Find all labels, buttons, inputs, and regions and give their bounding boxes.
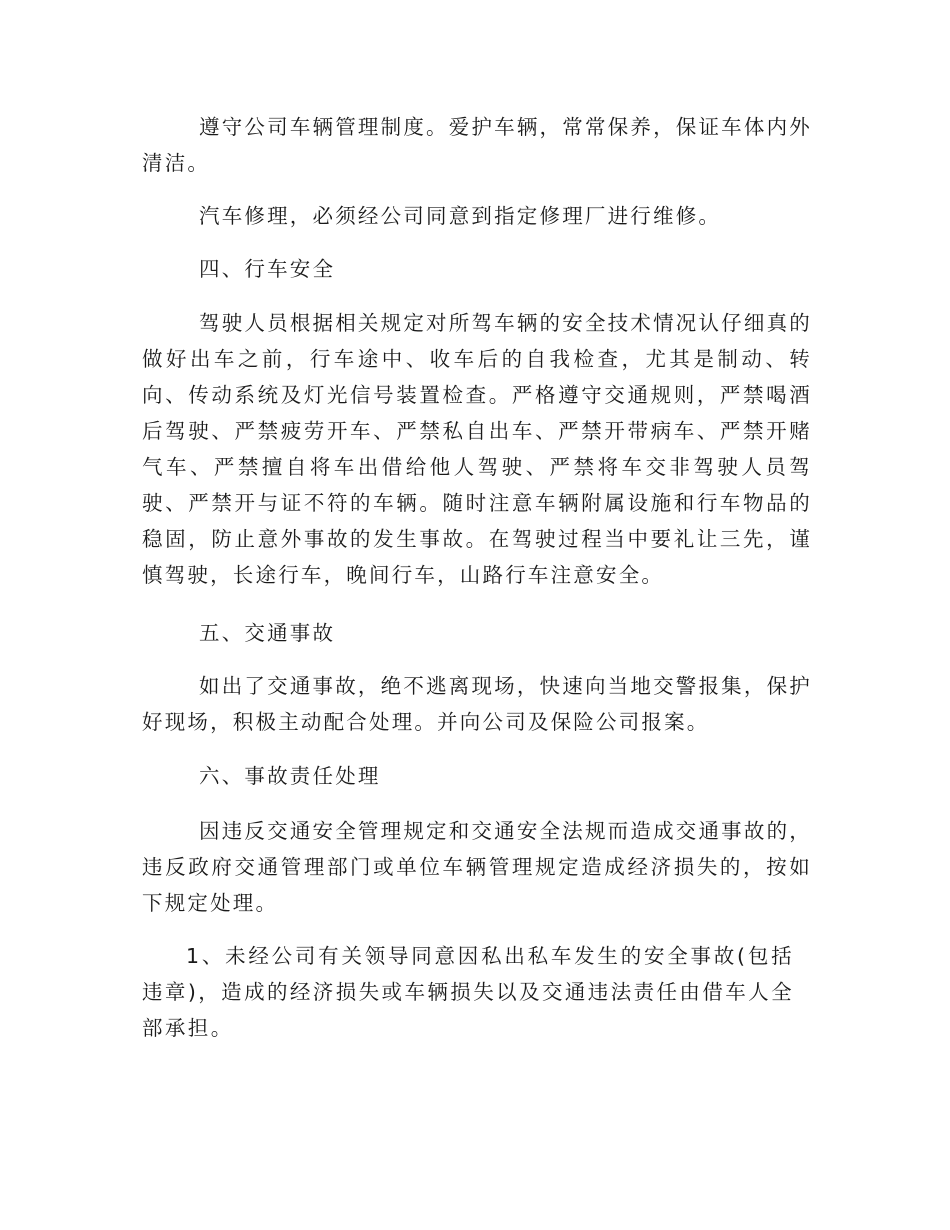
- section-heading-traffic-accident: 五、交通事故: [199, 621, 336, 645]
- paragraph-traffic-accident: 如出了交通事故，绝不逃离现场，快速向当地交警报集，保护好现场，积极主动配合处理。并向公司及保险公司报案。: [142, 674, 812, 734]
- section-heading-driving-safety: 四、行车安全: [199, 257, 336, 281]
- paragraph-driving-safety: 驾驶人员根据相关规定对所驾车辆的安全技术情况认仔细真的做好出车之前，行车途中、收车后的自我检查，尤其是制动、转向、传动系统及灯光信号装置检查。严格遵守交通规则，严禁喝酒后驾驶、严禁疲劳开车、严禁私自出车、严禁开带病车、严禁开赌气车、严禁擅自将车出借给他人驾驶、严禁将车交非驾驶人员驾驶、严禁开与证不符的车辆。随时注意车辆附属设施和行车物品的稳固，防止意外事故的发生事故。在驾驶过程当中要礼让三先，谨慎驾驶，长途行车，晚间行车，山路行车注意安全。: [142, 311, 812, 587]
- list-item-rule-1: 1、未经公司有关领导同意因私出私车发生的安全事故(包括违章)，造成的经济损失或车辆损失以及交通违法责任由借车人全部承担。: [142, 944, 794, 1040]
- paragraph-vehicle-care: 遵守公司车辆管理制度。爱护车辆，常常保养，保证车体内外清洁。: [142, 115, 812, 175]
- section-heading-liability: 六、事故责任处理: [199, 764, 381, 788]
- paragraph-vehicle-repair: 汽车修理，必须经公司同意到指定修理厂进行维修。: [199, 204, 722, 228]
- paragraph-liability: 因违反交通安全管理规定和交通安全法规而造成交通事故的，违反政府交通管理部门或单位车辆管理规定造成经济损失的，按如下规定处理。: [142, 819, 812, 915]
